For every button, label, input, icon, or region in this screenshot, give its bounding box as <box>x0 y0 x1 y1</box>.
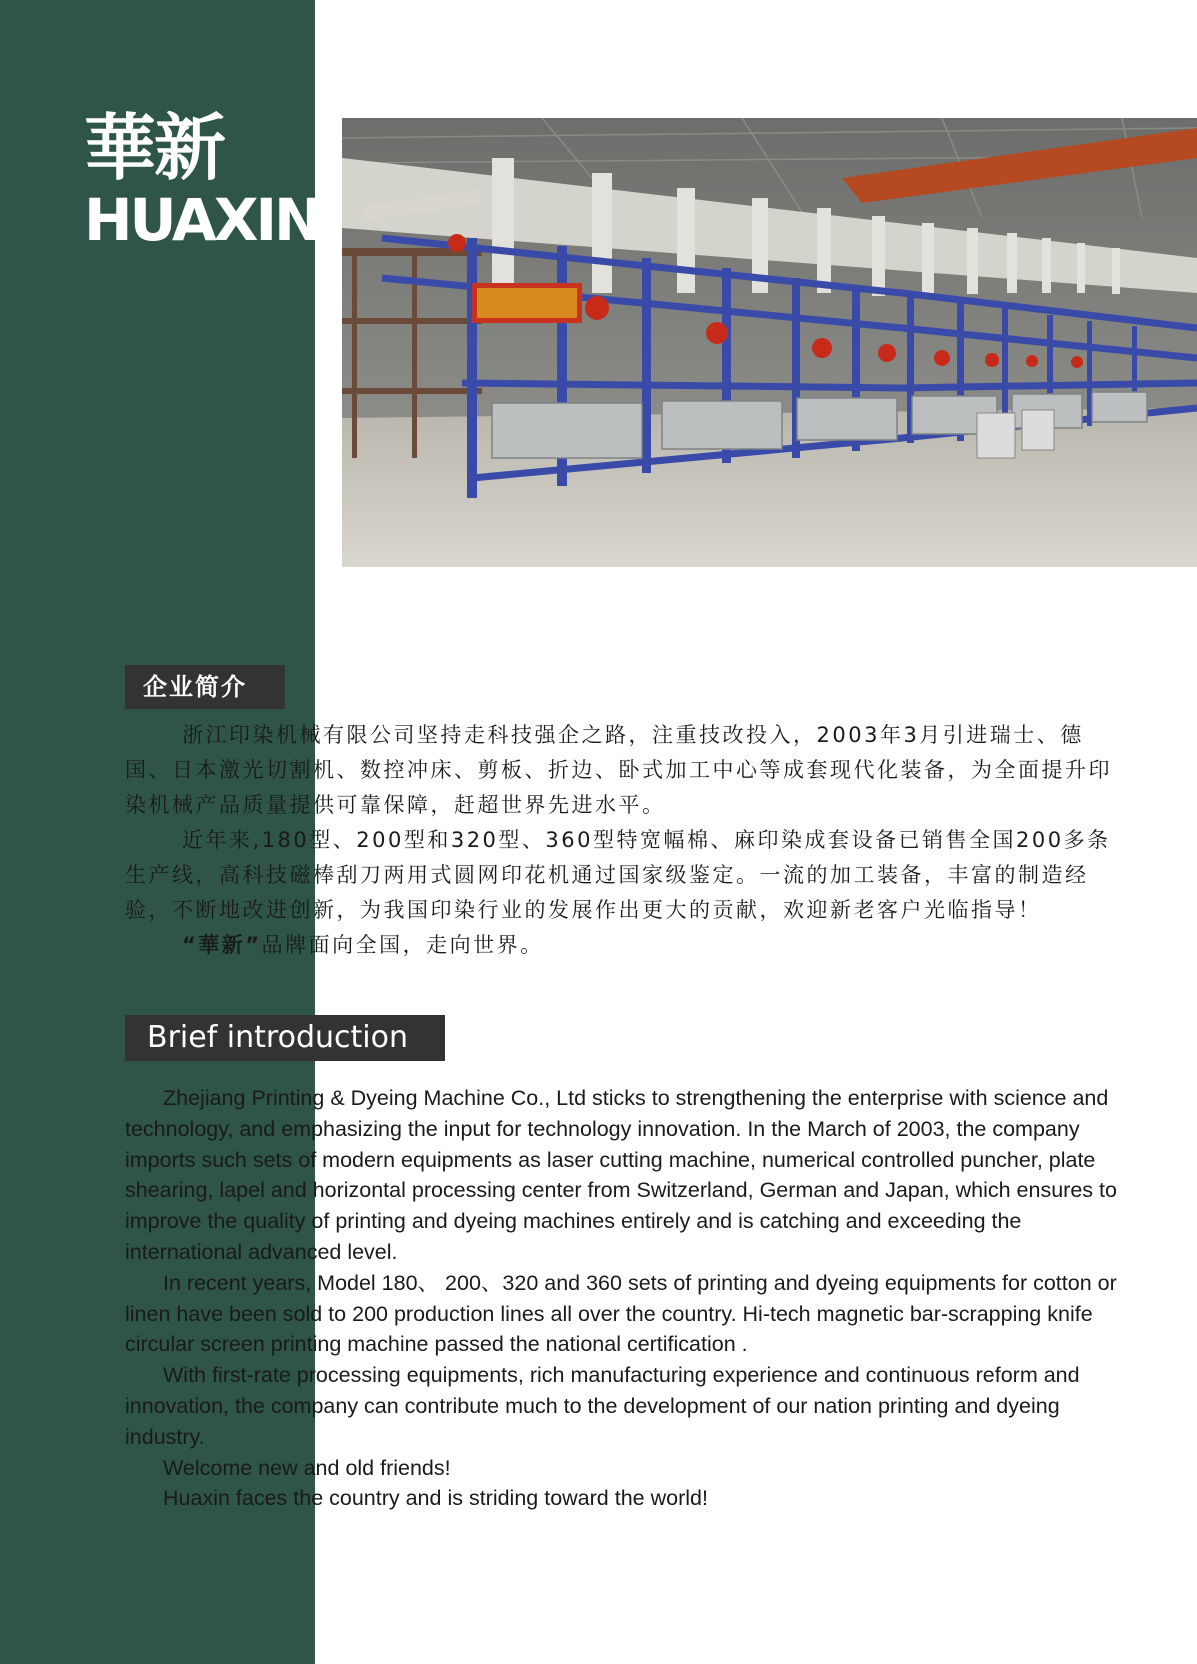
cn-paragraph: 浙江印染机械有限公司坚持走科技强企之路，注重技改投入，2003年3月引进瑞士、德国、日本激光切割机、数控冲床、剪板、折边、卧式加工中心等成套现代化装备，为全面提升印染机械产品质量提供可靠保障，赶超世界先进水平。 <box>125 723 1112 817</box>
en-paragraph: Zhejiang Printing & Dyeing Machine Co., Ltd sticks to strengthening the enterprise with science and technology, and emphasizing the input for technology innovation. In the March of 2003, the company imports such sets of modern equipments as laser cutting machine, numerical controlled puncher, plate shearing, lapel and horizontal processing center from Switzerland, German and Japan, which ensures to improve the quality of printing and dyeing machines entirely and is catching and exceeding the international advanced level. <box>125 1086 1117 1264</box>
en-paragraph: In recent years, Model 180、 200、320 and 360 sets of printing and dyeing equipments for cotton or linen have been sold to 200 production lines all over the country. Hi-tech magnetic bar-scrapping knife circular screen printing machine passed the national certification . <box>125 1270 1117 1357</box>
english-body-text <box>125 1083 1135 1514</box>
chinese-body-text <box>125 718 1115 963</box>
brand-name: “華新” <box>182 933 262 957</box>
en-paragraph: Huaxin faces the country and is striding toward the world! <box>163 1486 708 1511</box>
en-paragraph: With first-rate processing equipments, rich manufacturing experience and continuous reform and innovation, the company can contribute much to the development of our nation printing and dyeing industry. <box>125 1363 1080 1449</box>
company-logo <box>84 106 320 254</box>
section-heading-cn: 企业简介 <box>125 665 285 709</box>
brand-line-text: 品牌面向全国，走向世界。 <box>261 933 544 957</box>
section-heading-en: Brief introduction <box>125 1015 445 1061</box>
en-paragraph: Welcome new and old friends! <box>163 1455 451 1480</box>
cn-paragraph: 近年来,180型、200型和320型、360型特宽幅棉、麻印染成套设备已销售全国200多条生产线，高科技磁棒刮刀两用式圆网印花机通过国家级鉴定。一流的加工装备，丰富的制造经验，不断地改进创新，为我国印染行业的发展作出更大的贡献，欢迎新老客户光临指导！ <box>125 828 1111 922</box>
logo-chinese: 華新 <box>84 106 225 190</box>
cn-brand-line <box>125 928 1115 963</box>
logo-english: HUAXIN <box>84 186 320 254</box>
factory-machine-photo <box>342 118 1197 567</box>
